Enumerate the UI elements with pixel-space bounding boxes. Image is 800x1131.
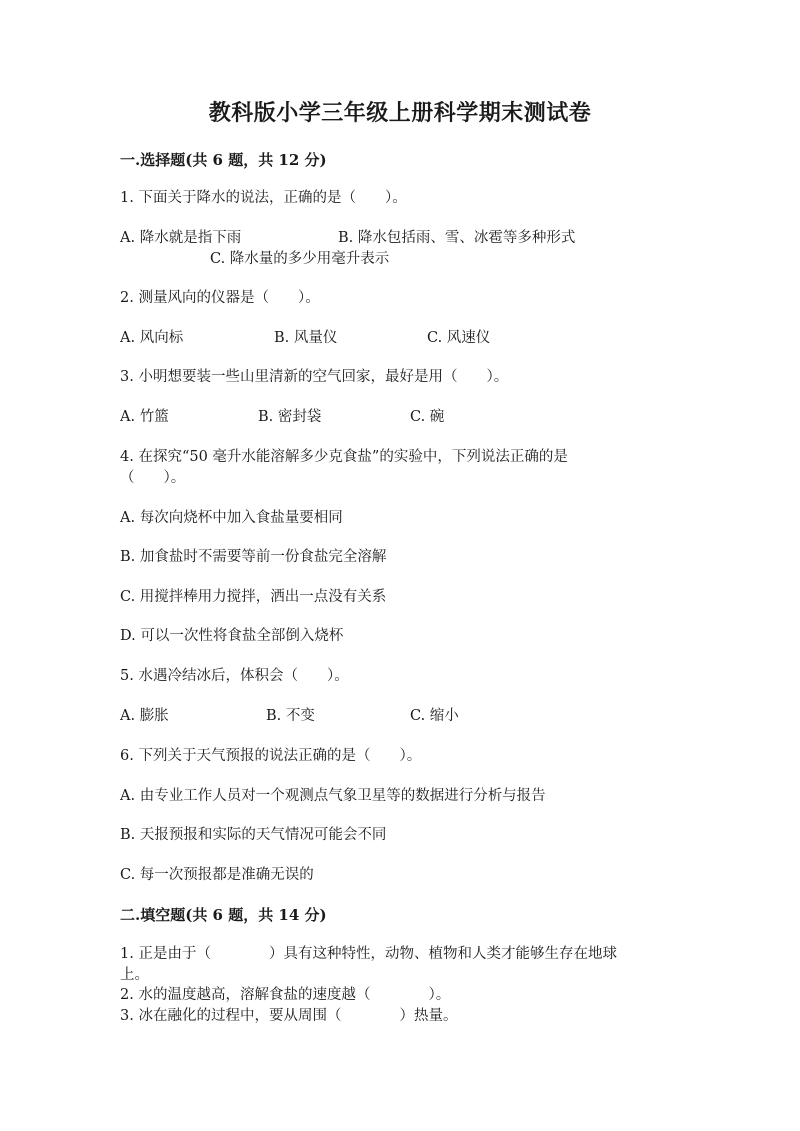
q5-stem: 5. 水遇冷结冰后，体积会（ ）。 xyxy=(120,668,349,684)
q2-stem: 2. 测量风向的仪器是（ ）。 xyxy=(120,290,320,306)
q5-option-a: A. 膨胀 xyxy=(120,708,169,724)
q1-stem: 1. 下面关于降水的说法，正确的是（ ）。 xyxy=(120,190,407,206)
q3-option-c: C. 碗 xyxy=(410,409,445,425)
section2-heading: 二.填空题(共 6 题，共 14 分) xyxy=(120,906,327,924)
q2-option-b: B. 风量仪 xyxy=(274,330,338,346)
q6-option-a: A. 由专业工作人员对一个观测点气象卫星等的数据进行分析与报告 xyxy=(120,788,546,804)
section1-heading: 一.选择题(共 6 题，共 12 分) xyxy=(120,151,327,169)
q4-option-d: D. 可以一次性将食盐全部倒入烧杯 xyxy=(120,628,344,644)
q1-option-a: A. 降水就是指下雨 xyxy=(120,230,242,246)
q3-option-a: A. 竹篮 xyxy=(120,409,169,425)
fill-q3: 3. 冰在融化的过程中，要从周围（ ）热量。 xyxy=(120,1008,458,1024)
q2-option-a: A. 风向标 xyxy=(120,330,184,346)
q5-option-c: C. 缩小 xyxy=(410,708,459,724)
page-title: 教科版小学三年级上册科学期末测试卷 xyxy=(208,100,592,126)
q4-option-a: A. 每次向烧杯中加入食盐量要相同 xyxy=(120,510,343,526)
q4-option-b: B. 加食盐时不需要等前一份食盐完全溶解 xyxy=(120,549,387,565)
q4-stem-line1: 4. 在探究“50 毫升水能溶解多少克食盐”的实验中，下列说法正确的是 xyxy=(120,449,568,465)
fill-q2: 2. 水的温度越高，溶解食盐的速度越（ ）。 xyxy=(120,987,451,1003)
q1-option-c: C. 降水量的多少用毫升表示 xyxy=(210,251,390,267)
q6-option-c: C. 每一次预报都是准确无误的 xyxy=(120,867,314,883)
fill-q1-line1: 1. 正是由于（ ）具有这种特性，动物、植物和人类才能够生存在地球 xyxy=(120,946,617,962)
q6-stem: 6. 下列关于天气预报的说法正确的是（ ）。 xyxy=(120,748,422,764)
q2-option-c: C. 风速仪 xyxy=(427,330,491,346)
q3-stem: 3. 小明想要装一些山里清新的空气回家，最好是用（ ）。 xyxy=(120,369,509,385)
q4-stem-line2: （ ）。 xyxy=(120,470,186,486)
fill-q1-line2: 上。 xyxy=(120,967,149,983)
q1-option-b: B. 降水包括雨、雪、冰雹等多种形式 xyxy=(338,230,576,246)
q3-option-b: B. 密封袋 xyxy=(258,409,322,425)
q4-option-c: C. 用搅拌棒用力搅拌，洒出一点没有关系 xyxy=(120,589,387,605)
q5-option-b: B. 不变 xyxy=(266,708,315,724)
q6-option-b: B. 天报预报和实际的天气情况可能会不同 xyxy=(120,827,387,843)
